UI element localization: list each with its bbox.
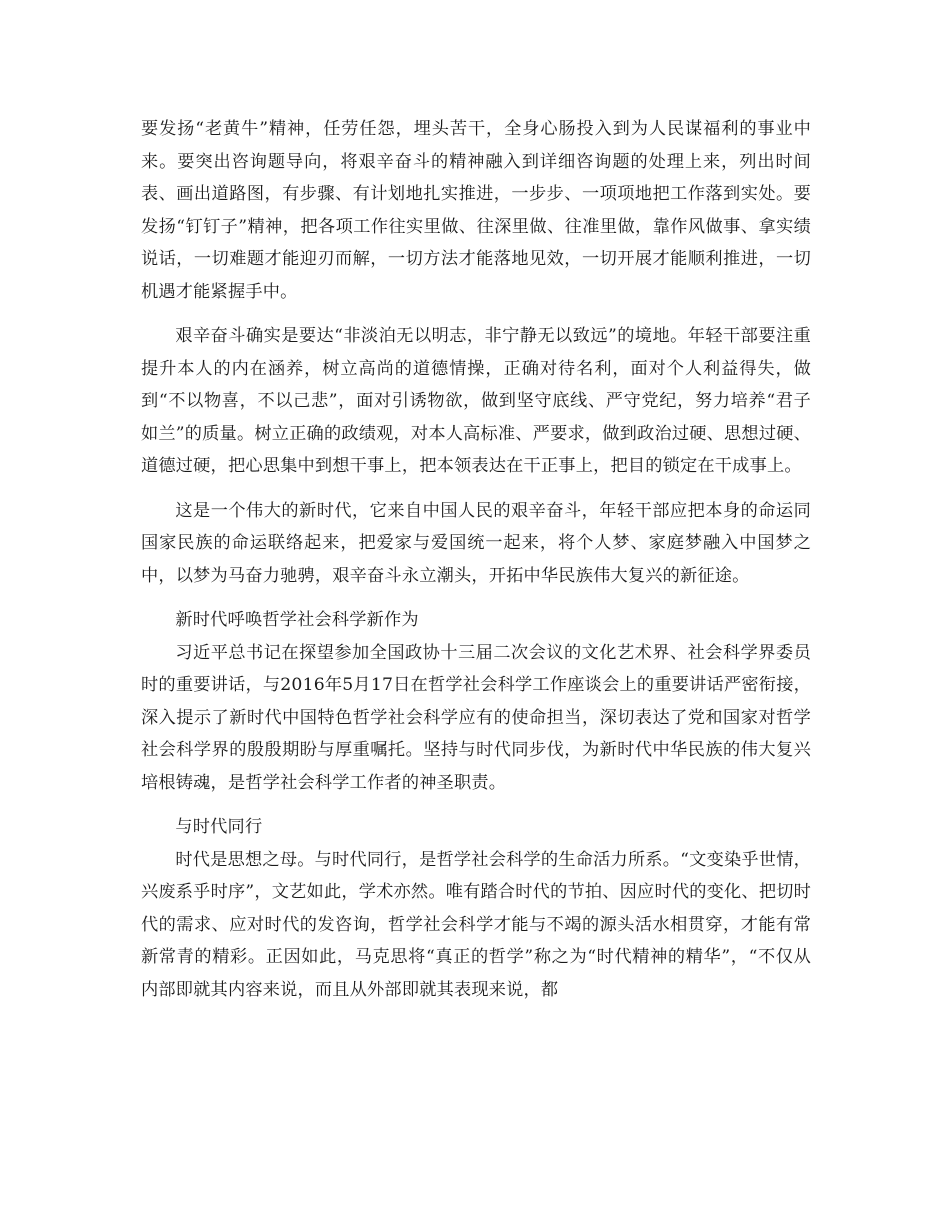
- paragraph: 习近平总书记在探望参加全国政协十三届二次会议的文化艺术界、社会科学界委员时的重要讲话，与2016年5月17日在哲学社会科学工作座谈会上的重要讲话严密衔接，深入提示了新时代中国特色哲学社会科学应有的使命担当，深切表达了党和国家对哲学社会科学界的殷殷期盼与厚重嘱托。坚持与时代同步伐，为新时代中华民族的伟大复兴培根铸魂，是哲学社会科学工作者的神圣职责。: [141, 642, 811, 793]
- section-heading: 与时代同行: [175, 817, 263, 837]
- document-body: [141, 113, 811, 1018]
- paragraph: 时代是思想之母。与时代同行，是哲学社会科学的生命活力所系。“文变染乎世情，兴废系乎时序”，文艺如此，学术亦然。唯有踏合时代的节拍、因应时代的变化、把切时代的需求、应对时代的发咨询，哲学社会科学才能与不竭的源头活水相贯穿，才能有常新常青的精彩。正因如此，马克思将“真正的哲学”称之为“时代精神的精华”，“不仅从内部即就其内容来说，而且从外部即就其表现来说，都: [141, 849, 811, 1000]
- paragraph-continuation: 要发扬“老黄牛”精神，任劳任怨，埋头苦干，全身心肠投入到为人民谋福利的事业中来。要突出咨询题导向，将艰辛奋斗的精神融入到详细咨询题的处理上来，列出时间表、画出道路图，有步骤、有计划地扎实推进，一步步、一项项地把工作落到实处。要发扬“钉钉子”精神，把各项工作往实里做、往深里做、往准里做，靠作风做事、拿实绩说话，一切难题才能迎刃而解，一切方法才能落地见效，一切开展才能顺利推进，一切机遇才能紧握手中。: [141, 119, 811, 302]
- section-heading: 新时代呼唤哲学社会科学新作为: [175, 610, 419, 630]
- paragraph: 艰辛奋斗确实是要达“非淡泊无以明志，非宁静无以致远”的境地。年轻干部要注重提升本人的内在涵养，树立高尚的道德情操，正确对待名利，面对个人利益得失，做到“不以物喜，不以己悲”，面对引诱物欲，做到坚守底线、严守党纪，努力培养“君子如兰”的质量。树立正确的政绩观，对本人高标准、严要求，做到政治过硬、思想过硬、道德过硬，把心思集中到想干事上，把本领表达在干正事上，把目的锁定在干成事上。: [141, 326, 811, 476]
- paragraph: 这是一个伟大的新时代，它来自中国人民的艰辛奋斗，年轻干部应把本身的命运同国家民族的命运联络起来，把爱家与爱国统一起来，将个人梦、家庭梦融入中国梦之中，以梦为马奋力驰骋，艰辛奋斗永立潮头，开拓中华民族伟大复兴的新征途。: [141, 500, 811, 586]
